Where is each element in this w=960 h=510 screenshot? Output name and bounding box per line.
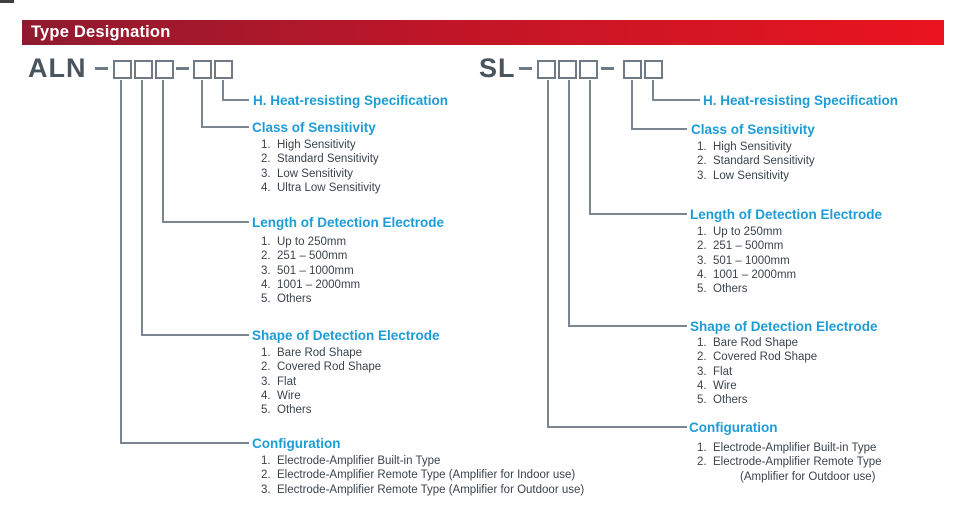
connector-line [568, 325, 687, 327]
section-title-length-aln: Length of Detection Electrode [252, 215, 445, 230]
connector-line [120, 442, 249, 444]
connector-line [589, 80, 591, 215]
connector-line [222, 99, 249, 101]
connector-line [547, 426, 687, 428]
code-digit-box [214, 60, 233, 79]
connector-line [162, 80, 164, 223]
connector-line [652, 99, 700, 101]
list-item: 3. Flat [261, 375, 297, 388]
section-title-config-sl: Configuration [689, 420, 778, 435]
config-list-sl [697, 441, 882, 484]
list-item: 1. Up to 250mm [697, 226, 783, 238]
list-item: 1. Up to 250mm [261, 236, 347, 248]
class-list-sl [697, 140, 815, 183]
connector-line [141, 80, 143, 336]
config-list-aln [261, 454, 584, 497]
code-digit-box [644, 60, 663, 79]
list-item: 1. Electrode-Amplifier Built-in Type [697, 442, 877, 454]
class-list-aln [261, 138, 381, 195]
page-title: Type Designation [31, 23, 171, 41]
connector-line [568, 80, 570, 326]
list-item: 4. Ultra Low Sensitivity [261, 181, 381, 194]
code-digit-box [193, 60, 212, 79]
list-item: 2. 251 – 500mm [697, 240, 784, 253]
section-title-length-sl: Length of Detection Electrode [690, 207, 883, 222]
connector-line [222, 80, 224, 101]
section-title-config-aln: Configuration [252, 436, 341, 451]
code-digit-box [623, 60, 642, 79]
shape-list-aln [261, 346, 381, 417]
list-item: 2. Covered Rod Shape [261, 361, 382, 374]
section-title-class-sl: Class of Sensitivity [691, 122, 815, 137]
section-title-heat-sl: H. Heat-resisting Specification [703, 93, 899, 108]
list-item: 1. Electrode-Amplifier Built-in Type [261, 455, 441, 467]
list-item: 1. Bare Rod Shape [697, 337, 799, 349]
list-item: 5. Others [261, 404, 312, 417]
connector-line [631, 128, 687, 130]
list-item: 3. Low Sensitivity [697, 169, 790, 182]
list-item: 3. 501 – 1000mm [261, 264, 354, 277]
connector-line [120, 80, 122, 444]
list-item: 2. Electrode-Amplifier Remote Type [697, 456, 882, 469]
section-title-shape-sl: Shape of Detection Electrode [690, 319, 878, 334]
connector-line [631, 80, 633, 129]
connector-line [141, 334, 249, 336]
list-item: 4. Wire [261, 389, 301, 402]
list-item: 3. Electrode-Amplifier Remote Type (Amplifier for Outdoor use) [261, 483, 585, 496]
connector-line [652, 80, 654, 101]
list-item: 2. Covered Rod Shape [697, 351, 818, 364]
list-item: 1. Bare Rod Shape [261, 347, 363, 359]
connector-line [201, 80, 203, 128]
code-digit-box [558, 60, 577, 79]
connector-line [201, 126, 249, 128]
list-item: 2. Electrode-Amplifier Remote Type (Amplifier for Indoor use) [261, 469, 576, 482]
list-item: 4. 1001 – 2000mm [697, 268, 797, 281]
code-digit-box [155, 60, 174, 79]
list-item: 1. High Sensitivity [697, 141, 792, 153]
section-title-class-aln: Class of Sensitivity [252, 120, 376, 135]
list-item-continuation: (Amplifier for Outdoor use) [740, 470, 876, 483]
length-list-sl [697, 225, 796, 296]
code-dash [519, 67, 532, 70]
code-dash [176, 67, 189, 70]
shape-list-sl [697, 336, 817, 407]
list-item: 4. 1001 – 2000mm [261, 278, 361, 291]
section-title-heat-aln: H. Heat-resisting Specification [253, 93, 449, 108]
code-prefix-aln: ALN [28, 53, 87, 83]
list-item: 3. 501 – 1000mm [697, 254, 790, 267]
section-header-banner [22, 20, 944, 45]
code-dash [601, 67, 614, 70]
list-item: 3. Low Sensitivity [261, 167, 354, 180]
code-prefix-sl: SL [479, 53, 516, 83]
section-title-shape-aln: Shape of Detection Electrode [252, 328, 440, 343]
connector-line [547, 80, 549, 428]
list-item: 4. Wire [697, 379, 737, 392]
list-item: 2. 251 – 500mm [261, 250, 348, 263]
list-item: 5. Others [261, 293, 312, 306]
list-item: 1. High Sensitivity [261, 139, 356, 151]
code-dash [95, 67, 108, 70]
list-item: 3. Flat [697, 365, 733, 378]
length-list-aln [261, 235, 360, 306]
code-digit-box [579, 60, 598, 79]
code-digit-box [113, 60, 132, 79]
list-item: 2. Standard Sensitivity [697, 155, 815, 168]
connector-line [589, 213, 687, 215]
connector-line [162, 221, 249, 223]
list-item: 2. Standard Sensitivity [261, 153, 379, 166]
code-digit-box [537, 60, 556, 79]
list-item: 5. Others [697, 394, 748, 407]
scan-artifact [0, 0, 14, 3]
code-digit-box [134, 60, 153, 79]
list-item: 5. Others [697, 283, 748, 296]
